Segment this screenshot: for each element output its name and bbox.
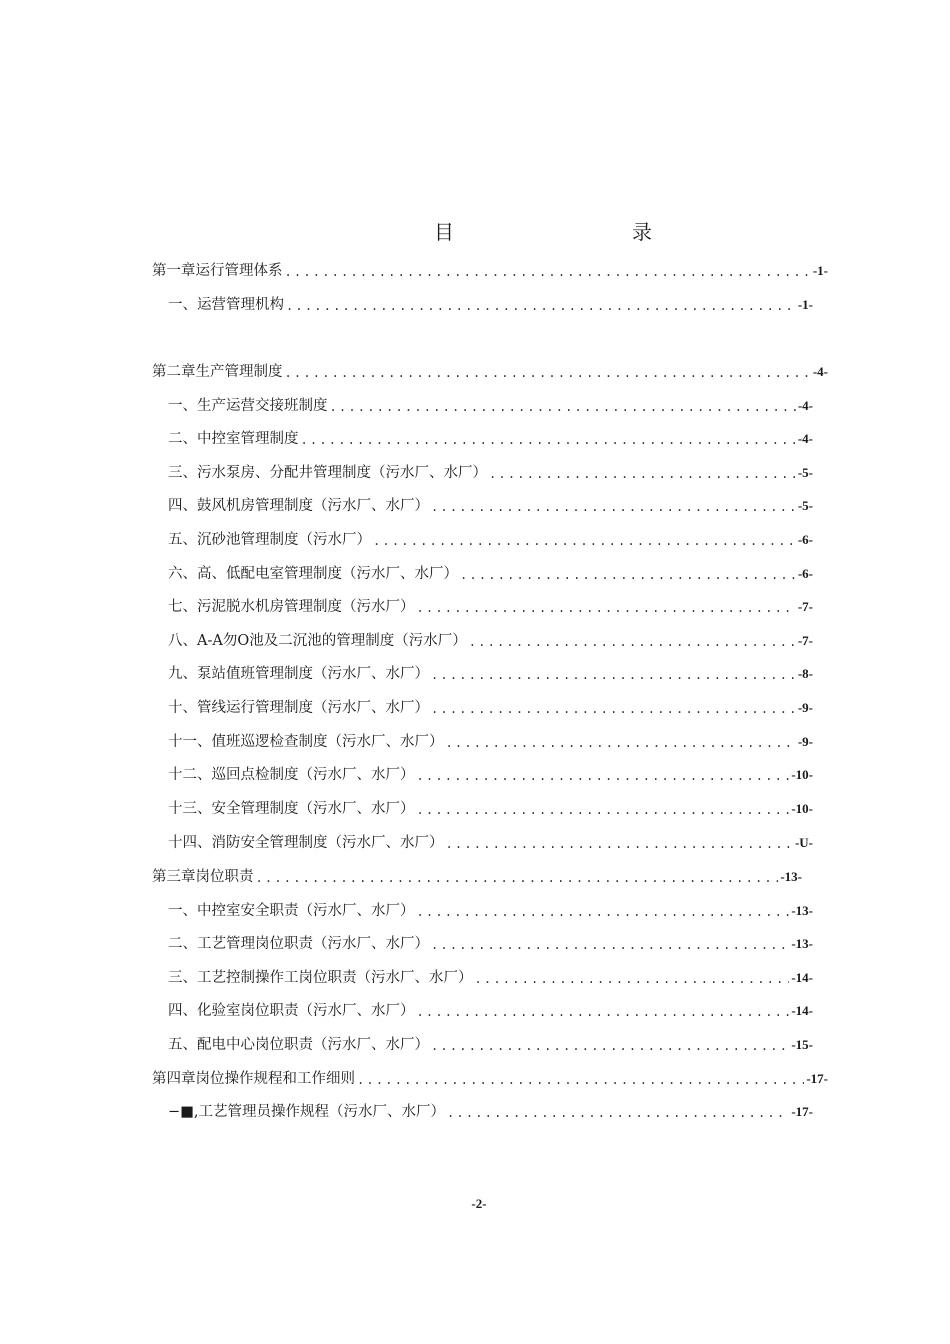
toc-entry-page: -6- <box>797 532 813 547</box>
toc-entry-label: 十、管线运行管理制度（污水厂、水厂） <box>168 700 429 716</box>
dot-leader <box>475 968 790 988</box>
toc-entry-section[interactable] <box>168 629 813 651</box>
toc-entry-page: -10- <box>791 767 813 782</box>
toc-entry-label: 四、鼓风机房管理制度（污水厂、水厂） <box>168 498 429 514</box>
toc-entry-label: 十二、巡回点检制度（污水厂、水厂） <box>168 767 415 783</box>
toc-entry-label: 第四章岗位操作规程和工作细则 <box>152 1071 355 1087</box>
toc-entry-chapter-2[interactable] <box>152 360 828 382</box>
dot-leader <box>286 295 796 315</box>
toc-entry-label: 二、中控室管理制度 <box>168 431 299 447</box>
toc-entry-section[interactable] <box>168 932 813 954</box>
toc-entry-label: 五、配电中心岗位职责（污水厂、水厂） <box>168 1037 429 1053</box>
toc-entry-page: -4- <box>812 364 828 379</box>
dot-leader <box>417 799 790 819</box>
toc-entry-page: -5- <box>797 498 813 513</box>
toc-entry-page: -7- <box>797 599 813 614</box>
toc-entry-label: 第二章生产管理制度 <box>152 364 283 380</box>
toc-entry-label: 九、泵站值班管理制度（污水厂、水厂） <box>168 666 429 682</box>
dot-leader <box>417 597 796 617</box>
dot-leader <box>431 934 789 954</box>
toc-entry-page: -7- <box>797 633 813 648</box>
toc-entry-page: -9- <box>797 700 813 715</box>
toc-entry-section[interactable] <box>168 999 813 1021</box>
toc-entry-section[interactable] <box>168 394 813 416</box>
toc-entry-page: -17- <box>791 1104 813 1119</box>
toc-entry-section[interactable] <box>168 696 813 718</box>
toc-entry-label: 十一、值班巡逻检查制度（污水厂、水厂） <box>168 734 444 750</box>
toc-entry-label: 一、中控室安全职责（污水厂、水厂） <box>168 903 415 919</box>
toc-entry-page: -10- <box>791 801 813 816</box>
dot-leader <box>447 1102 789 1122</box>
toc-entry-page: -6- <box>797 566 813 581</box>
toc-entry-label: 四、化验室岗位职责（污水厂、水厂） <box>168 1003 415 1019</box>
dot-leader <box>417 765 790 785</box>
dot-leader <box>489 463 796 483</box>
dot-leader <box>460 564 796 584</box>
toc-entry-page: -13- <box>791 903 813 918</box>
toc-entry-page: -4- <box>797 431 813 446</box>
dot-leader <box>431 664 796 684</box>
dot-leader <box>256 867 779 887</box>
toc-entry-section[interactable] <box>168 797 813 819</box>
toc-entry-page: -17- <box>806 1071 828 1086</box>
toc-entry-page: -U- <box>794 835 813 850</box>
toc-entry-section[interactable] <box>168 831 813 853</box>
toc-entry-section[interactable] <box>168 595 813 617</box>
toc-entry-label: 六、高、低配电室管理制度（污水厂、水厂） <box>168 566 458 582</box>
toc-entry-page: -13- <box>780 869 802 884</box>
toc-entry-section[interactable] <box>168 730 813 752</box>
dot-leader <box>373 530 796 550</box>
toc-entry-label: 第一章运行管理体系 <box>152 263 283 279</box>
toc-title-char-2: 录 <box>632 220 652 244</box>
dot-leader <box>431 698 796 718</box>
dot-leader <box>285 261 811 281</box>
toc-entry-label: 一、运营管理机构 <box>168 297 284 313</box>
toc-entry-label: 三、工艺控制操作工岗位职责（污水厂、水厂） <box>168 970 473 986</box>
page-footer <box>0 1196 950 1212</box>
toc-entry-section[interactable] <box>168 899 813 921</box>
toc-entry-page: -14- <box>791 970 813 985</box>
toc-entry-page: -15- <box>791 1037 813 1052</box>
dot-leader <box>431 1035 789 1055</box>
toc-entry-label: 一、生产运营交接班制度 <box>168 398 328 414</box>
toc-entry-page: -13- <box>791 936 813 951</box>
toc-entry-page: -1- <box>812 263 828 278</box>
toc-entry-page: -1- <box>797 297 813 312</box>
dot-leader <box>285 362 811 382</box>
toc-entry-label: 十四、消防安全管理制度（污水厂、水厂） <box>168 835 444 851</box>
dot-leader <box>301 429 796 449</box>
toc-entry-section[interactable] <box>168 966 813 988</box>
toc-entry-page: -5- <box>797 465 813 480</box>
dot-leader <box>330 396 796 416</box>
toc-entry-chapter-3[interactable] <box>152 865 802 887</box>
toc-entry-section[interactable] <box>168 562 813 584</box>
toc-entry-section[interactable] <box>168 293 813 315</box>
dot-leader <box>417 901 790 921</box>
toc-title-char-1: 目 <box>434 220 454 244</box>
toc-entry-label: −■,工艺管理员操作规程（污水厂、水厂） <box>168 1104 445 1120</box>
toc-entry-section[interactable] <box>168 461 813 483</box>
toc-entry-label: 七、污泥脱水机房管理制度（污水厂） <box>168 599 415 615</box>
dot-leader <box>357 1069 804 1089</box>
dot-leader <box>469 631 796 651</box>
toc-entry-section[interactable] <box>168 494 813 516</box>
toc-entry-section[interactable] <box>168 662 813 684</box>
toc-entry-section[interactable] <box>168 1033 813 1055</box>
toc-entry-page: -4- <box>797 398 813 413</box>
toc-entry-label: 五、沉砂池管理制度（污水厂） <box>168 532 371 548</box>
page-number: -2- <box>471 1196 487 1211</box>
toc-entry-section[interactable] <box>168 1100 813 1122</box>
toc-entry-label: 八、A-A勿O池及二沉池的管理制度（污水厂） <box>168 633 467 649</box>
toc-entry-chapter-1[interactable] <box>152 259 828 281</box>
dot-leader <box>446 833 793 853</box>
toc-entry-label: 十三、安全管理制度（污水厂、水厂） <box>168 801 415 817</box>
toc-entry-label: 二、工艺管理岗位职责（污水厂、水厂） <box>168 936 429 952</box>
toc-entry-section[interactable] <box>168 528 813 550</box>
dot-leader <box>417 1001 790 1021</box>
toc-entry-section[interactable] <box>168 427 813 449</box>
dot-leader <box>446 732 796 752</box>
toc-entry-label: 第三章岗位职责 <box>152 869 254 885</box>
toc-entry-page: -8- <box>797 666 813 681</box>
toc-entry-page: -14- <box>791 1003 813 1018</box>
toc-entry-chapter-4[interactable] <box>152 1067 828 1089</box>
toc-entry-label: 三、污水泵房、分配井管理制度（污水厂、水厂） <box>168 465 487 481</box>
dot-leader <box>431 496 796 516</box>
toc-title <box>0 216 950 246</box>
toc-entry-section[interactable] <box>168 763 813 785</box>
toc-entry-page: -9- <box>797 734 813 749</box>
